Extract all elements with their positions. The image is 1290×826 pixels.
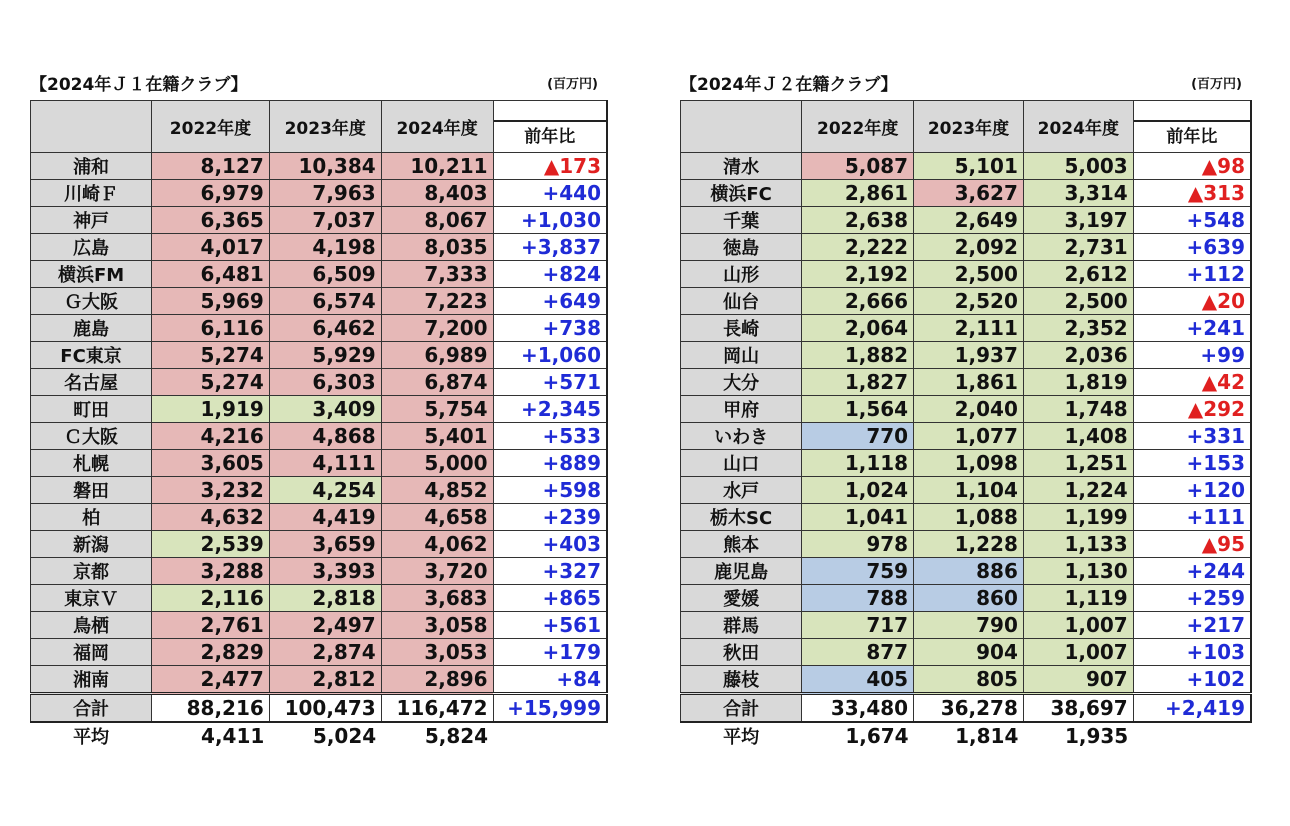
value-yoy: +84 (493, 666, 607, 694)
value-2024: 1,133 (1023, 531, 1133, 558)
value-2023: 2,500 (914, 261, 1024, 288)
value-yoy: +153 (1133, 450, 1251, 477)
club-name: Ｇ大阪 (31, 288, 152, 315)
club-name: 磐田 (31, 477, 152, 504)
value-2022: 6,365 (152, 207, 270, 234)
value-yoy: +239 (493, 504, 607, 531)
table-row (681, 180, 1252, 207)
table-row (681, 315, 1252, 342)
value-2023: 5,929 (269, 342, 381, 369)
value-2022: 877 (802, 639, 914, 666)
club-name: 甲府 (681, 396, 802, 423)
table-row (31, 531, 608, 558)
value-2022: 5,274 (152, 342, 270, 369)
value-2023: 2,520 (914, 288, 1024, 315)
value-2022: 717 (802, 612, 914, 639)
value-2023: 4,868 (269, 423, 381, 450)
club-name: 広島 (31, 234, 152, 261)
value-yoy: +112 (1133, 261, 1251, 288)
j2-table (680, 100, 1252, 749)
value-2022: 3,605 (152, 450, 270, 477)
club-name: 千葉 (681, 207, 802, 234)
club-name: 徳島 (681, 234, 802, 261)
value-yoy: ▲42 (1133, 369, 1251, 396)
value-yoy: +120 (1133, 477, 1251, 504)
table-row (31, 558, 608, 585)
total-yoy: +2,419 (1133, 694, 1251, 723)
value-2023: 2,874 (269, 639, 381, 666)
value-2023: 2,818 (269, 585, 381, 612)
value-2024: 1,408 (1023, 423, 1133, 450)
value-2023: 4,419 (269, 504, 381, 531)
value-2023: 1,228 (914, 531, 1024, 558)
value-2022: 2,539 (152, 531, 270, 558)
total-row (31, 694, 608, 723)
club-name: いわき (681, 423, 802, 450)
value-2022: 2,666 (802, 288, 914, 315)
value-2024: 1,199 (1023, 504, 1133, 531)
value-2023: 4,254 (269, 477, 381, 504)
value-2023: 2,649 (914, 207, 1024, 234)
total-row (681, 694, 1252, 723)
value-2024: 1,007 (1023, 612, 1133, 639)
value-2022: 3,288 (152, 558, 270, 585)
table-row (681, 612, 1252, 639)
value-yoy: +738 (493, 315, 607, 342)
value-yoy: ▲313 (1133, 180, 1251, 207)
value-2022: 1,024 (802, 477, 914, 504)
value-2024: 7,333 (381, 261, 493, 288)
value-2023: 1,937 (914, 342, 1024, 369)
average-row (31, 722, 608, 749)
header-2023: 2023年度 (269, 101, 381, 153)
value-2022: 2,222 (802, 234, 914, 261)
value-2023: 7,037 (269, 207, 381, 234)
value-2022: 3,232 (152, 477, 270, 504)
value-yoy: ▲173 (493, 153, 607, 180)
value-2022: 2,761 (152, 612, 270, 639)
table-row (31, 585, 608, 612)
value-yoy: +571 (493, 369, 607, 396)
club-name: FC東京 (31, 342, 152, 369)
value-2024: 7,223 (381, 288, 493, 315)
value-yoy: +533 (493, 423, 607, 450)
table-row (681, 558, 1252, 585)
value-2023: 10,384 (269, 153, 381, 180)
value-yoy: +598 (493, 477, 607, 504)
value-2024: 1,819 (1023, 369, 1133, 396)
value-2024: 3,197 (1023, 207, 1133, 234)
value-2023: 6,509 (269, 261, 381, 288)
table-row (31, 261, 608, 288)
value-2023: 860 (914, 585, 1024, 612)
header-2022: 2022年度 (152, 101, 270, 153)
value-2024: 2,612 (1023, 261, 1133, 288)
table-row (681, 288, 1252, 315)
j1-table (30, 100, 608, 749)
value-2024: 10,211 (381, 153, 493, 180)
value-2022: 5,087 (802, 153, 914, 180)
average-2023: 5,024 (269, 722, 381, 749)
table-row (31, 423, 608, 450)
value-2023: 805 (914, 666, 1024, 694)
header-2023: 2023年度 (914, 101, 1024, 153)
average-2024: 1,935 (1023, 722, 1133, 749)
table-row (681, 153, 1252, 180)
table-row (681, 585, 1252, 612)
value-yoy: +3,837 (493, 234, 607, 261)
table-row (681, 450, 1252, 477)
value-2023: 6,303 (269, 369, 381, 396)
table-row (681, 666, 1252, 694)
value-2022: 2,829 (152, 639, 270, 666)
value-2024: 1,119 (1023, 585, 1133, 612)
club-name: 名古屋 (31, 369, 152, 396)
table-row (31, 477, 608, 504)
value-2023: 5,101 (914, 153, 1024, 180)
header-yoy (493, 101, 607, 153)
table-row (31, 315, 608, 342)
table-row (31, 153, 608, 180)
value-yoy: ▲20 (1133, 288, 1251, 315)
value-yoy: +649 (493, 288, 607, 315)
value-2023: 1,098 (914, 450, 1024, 477)
table-row (681, 504, 1252, 531)
value-2024: 2,352 (1023, 315, 1133, 342)
value-2024: 4,852 (381, 477, 493, 504)
club-name: 浦和 (31, 153, 152, 180)
j2-unit: (百万円) (1191, 77, 1242, 92)
club-name: 熊本 (681, 531, 802, 558)
value-2023: 4,111 (269, 450, 381, 477)
value-yoy: +103 (1133, 639, 1251, 666)
value-yoy: +259 (1133, 585, 1251, 612)
club-name: 札幌 (31, 450, 152, 477)
value-2023: 3,409 (269, 396, 381, 423)
header-2022: 2022年度 (802, 101, 914, 153)
value-yoy: ▲292 (1133, 396, 1251, 423)
value-yoy: +327 (493, 558, 607, 585)
value-2023: 2,812 (269, 666, 381, 694)
value-2023: 3,627 (914, 180, 1024, 207)
club-name: 鹿児島 (681, 558, 802, 585)
club-name: 横浜FM (31, 261, 152, 288)
value-yoy: +889 (493, 450, 607, 477)
club-name: 栃木SC (681, 504, 802, 531)
total-2023: 36,278 (914, 694, 1024, 723)
value-yoy: +111 (1133, 504, 1251, 531)
value-2024: 1,748 (1023, 396, 1133, 423)
header-2024: 2024年度 (381, 101, 493, 153)
club-name: 京都 (31, 558, 152, 585)
value-2023: 2,497 (269, 612, 381, 639)
value-2023: 2,111 (914, 315, 1024, 342)
value-2022: 788 (802, 585, 914, 612)
average-yoy-empty (493, 722, 607, 749)
total-2022: 88,216 (152, 694, 270, 723)
total-yoy: +15,999 (493, 694, 607, 723)
value-2022: 4,632 (152, 504, 270, 531)
value-2024: 6,989 (381, 342, 493, 369)
value-2023: 3,659 (269, 531, 381, 558)
value-yoy: +331 (1133, 423, 1251, 450)
table-row (31, 639, 608, 666)
club-name: 水戸 (681, 477, 802, 504)
value-2024: 1,130 (1023, 558, 1133, 585)
value-2023: 1,861 (914, 369, 1024, 396)
value-2024: 3,683 (381, 585, 493, 612)
value-2024: 5,401 (381, 423, 493, 450)
club-name: 神戸 (31, 207, 152, 234)
table-row (681, 396, 1252, 423)
value-2022: 6,116 (152, 315, 270, 342)
table-row (31, 450, 608, 477)
club-name: 秋田 (681, 639, 802, 666)
value-2022: 2,064 (802, 315, 914, 342)
average-yoy-empty (1133, 722, 1251, 749)
club-name: 長崎 (681, 315, 802, 342)
club-name: 愛媛 (681, 585, 802, 612)
j2-title-bar (680, 70, 1252, 100)
value-yoy: +561 (493, 612, 607, 639)
table-row (31, 288, 608, 315)
value-2022: 1,564 (802, 396, 914, 423)
value-yoy: +548 (1133, 207, 1251, 234)
club-name: 福岡 (31, 639, 152, 666)
j1-title-bar (30, 70, 608, 100)
club-name: 藤枝 (681, 666, 802, 694)
value-2024: 1,007 (1023, 639, 1133, 666)
j2-header-row (681, 101, 1252, 153)
value-2024: 4,062 (381, 531, 493, 558)
value-2023: 2,092 (914, 234, 1024, 261)
value-2023: 790 (914, 612, 1024, 639)
value-2023: 886 (914, 558, 1024, 585)
j1-unit: (百万円) (547, 77, 598, 92)
value-2022: 4,017 (152, 234, 270, 261)
club-name: 鳥栖 (31, 612, 152, 639)
average-2022: 4,411 (152, 722, 270, 749)
header-yoy (1133, 101, 1251, 153)
value-2024: 2,036 (1023, 342, 1133, 369)
value-2024: 5,000 (381, 450, 493, 477)
value-2024: 6,874 (381, 369, 493, 396)
value-2024: 3,058 (381, 612, 493, 639)
value-yoy: +440 (493, 180, 607, 207)
value-2022: 8,127 (152, 153, 270, 180)
club-name: 鹿島 (31, 315, 152, 342)
total-2024: 116,472 (381, 694, 493, 723)
table-row (31, 180, 608, 207)
club-name: 柏 (31, 504, 152, 531)
value-2022: 1,041 (802, 504, 914, 531)
value-2023: 1,104 (914, 477, 1024, 504)
value-2024: 5,754 (381, 396, 493, 423)
total-label: 合計 (31, 694, 152, 723)
average-label: 平均 (681, 722, 802, 749)
value-yoy: +217 (1133, 612, 1251, 639)
total-2024: 38,697 (1023, 694, 1133, 723)
value-2022: 759 (802, 558, 914, 585)
header-2024: 2024年度 (1023, 101, 1133, 153)
value-yoy: +639 (1133, 234, 1251, 261)
header-corner (681, 101, 802, 153)
value-2023: 7,963 (269, 180, 381, 207)
value-2022: 2,477 (152, 666, 270, 694)
average-2024: 5,824 (381, 722, 493, 749)
table-row (681, 477, 1252, 504)
club-name: 山形 (681, 261, 802, 288)
club-name: 群馬 (681, 612, 802, 639)
table-row (31, 234, 608, 261)
value-2024: 2,896 (381, 666, 493, 694)
table-row (31, 666, 608, 694)
value-2023: 904 (914, 639, 1024, 666)
value-2023: 6,574 (269, 288, 381, 315)
value-yoy: +824 (493, 261, 607, 288)
value-2022: 5,274 (152, 369, 270, 396)
header-yoy-label: 前年比 (494, 120, 606, 152)
value-yoy: +1,030 (493, 207, 607, 234)
total-2022: 33,480 (802, 694, 914, 723)
club-name: 新潟 (31, 531, 152, 558)
value-2022: 1,882 (802, 342, 914, 369)
value-2024: 907 (1023, 666, 1133, 694)
value-2022: 1,919 (152, 396, 270, 423)
value-2022: 5,969 (152, 288, 270, 315)
club-name: 町田 (31, 396, 152, 423)
club-name: 川崎Ｆ (31, 180, 152, 207)
table-row (681, 531, 1252, 558)
j1-title: 【2024年Ｊ１在籍クラブ】 (30, 75, 248, 95)
value-yoy: +2,345 (493, 396, 607, 423)
value-yoy: +403 (493, 531, 607, 558)
table-row (681, 261, 1252, 288)
table-row (681, 234, 1252, 261)
header-yoy-label: 前年比 (1134, 120, 1250, 152)
value-2024: 3,314 (1023, 180, 1133, 207)
value-2022: 2,192 (802, 261, 914, 288)
value-2024: 4,658 (381, 504, 493, 531)
value-2024: 3,053 (381, 639, 493, 666)
j1-panel (30, 70, 608, 749)
value-2023: 6,462 (269, 315, 381, 342)
table-row (31, 612, 608, 639)
total-2023: 100,473 (269, 694, 381, 723)
value-2024: 3,720 (381, 558, 493, 585)
club-name: 東京Ｖ (31, 585, 152, 612)
table-row (31, 369, 608, 396)
value-2022: 2,861 (802, 180, 914, 207)
average-2022: 1,674 (802, 722, 914, 749)
value-2022: 1,827 (802, 369, 914, 396)
value-2024: 1,251 (1023, 450, 1133, 477)
value-2024: 8,067 (381, 207, 493, 234)
value-yoy: +865 (493, 585, 607, 612)
table-row (31, 504, 608, 531)
value-yoy: ▲98 (1133, 153, 1251, 180)
table-row (31, 207, 608, 234)
value-2023: 1,077 (914, 423, 1024, 450)
j2-panel (680, 70, 1252, 749)
table-row (681, 369, 1252, 396)
value-2023: 4,198 (269, 234, 381, 261)
value-yoy: +241 (1133, 315, 1251, 342)
value-2023: 2,040 (914, 396, 1024, 423)
value-yoy: +244 (1133, 558, 1251, 585)
club-name: 山口 (681, 450, 802, 477)
club-name: 大分 (681, 369, 802, 396)
value-2022: 6,979 (152, 180, 270, 207)
value-yoy: +102 (1133, 666, 1251, 694)
j2-title: 【2024年Ｊ２在籍クラブ】 (680, 75, 898, 95)
club-name: 清水 (681, 153, 802, 180)
total-label: 合計 (681, 694, 802, 723)
value-2024: 7,200 (381, 315, 493, 342)
club-name: 岡山 (681, 342, 802, 369)
value-yoy: ▲95 (1133, 531, 1251, 558)
value-2022: 4,216 (152, 423, 270, 450)
value-2022: 6,481 (152, 261, 270, 288)
value-2024: 5,003 (1023, 153, 1133, 180)
header-corner (31, 101, 152, 153)
value-2024: 8,035 (381, 234, 493, 261)
club-name: 横浜FC (681, 180, 802, 207)
value-2024: 1,224 (1023, 477, 1133, 504)
value-2022: 1,118 (802, 450, 914, 477)
value-2022: 405 (802, 666, 914, 694)
table-row (681, 207, 1252, 234)
club-name: 仙台 (681, 288, 802, 315)
value-2022: 770 (802, 423, 914, 450)
table-row (681, 639, 1252, 666)
average-2023: 1,814 (914, 722, 1024, 749)
value-2024: 8,403 (381, 180, 493, 207)
value-yoy: +179 (493, 639, 607, 666)
value-yoy: +1,060 (493, 342, 607, 369)
average-row (681, 722, 1252, 749)
average-label: 平均 (31, 722, 152, 749)
table-row (31, 396, 608, 423)
table-row (31, 342, 608, 369)
value-2024: 2,731 (1023, 234, 1133, 261)
table-row (681, 342, 1252, 369)
table-row (681, 423, 1252, 450)
value-2023: 3,393 (269, 558, 381, 585)
value-2022: 2,638 (802, 207, 914, 234)
j1-header-row (31, 101, 608, 153)
value-yoy: +99 (1133, 342, 1251, 369)
value-2022: 978 (802, 531, 914, 558)
value-2023: 1,088 (914, 504, 1024, 531)
value-2022: 2,116 (152, 585, 270, 612)
club-name: 湘南 (31, 666, 152, 694)
value-2024: 2,500 (1023, 288, 1133, 315)
club-name: Ｃ大阪 (31, 423, 152, 450)
